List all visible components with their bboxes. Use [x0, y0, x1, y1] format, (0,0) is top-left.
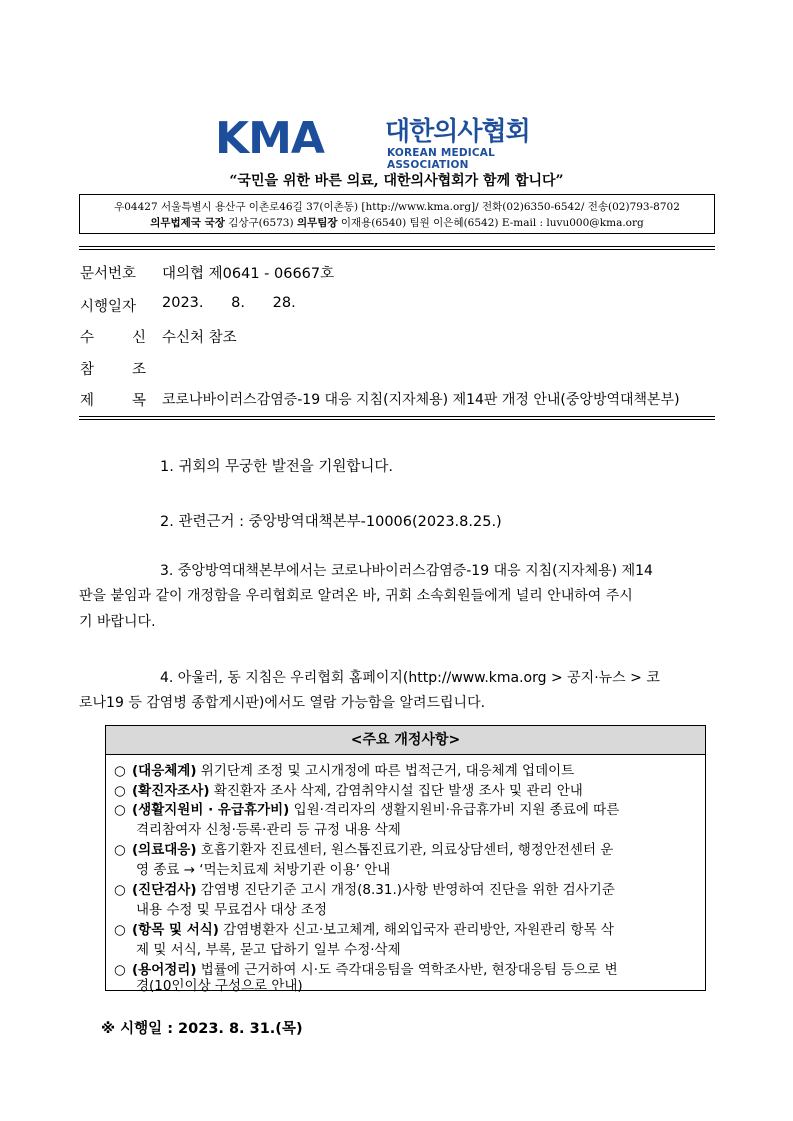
circle-bullet-icon: ○: [114, 962, 126, 978]
change-text: 법률에 근거하여 시·도 즉각대응팀을 역학조사반, 현장대응팀 등으로 변: [196, 962, 618, 978]
change-tag: (의료대응): [132, 842, 197, 858]
key-changes-title: <주요 개정사항>: [106, 726, 705, 755]
paragraph-2: 2. 관련근거 : 중앙방역대책본부-10006(2023.8.25.): [160, 514, 502, 530]
change-item: [114, 838, 613, 858]
contact-label-director: 의무법제국 국장: [150, 217, 225, 229]
meta-value: 코로나바이러스감염증-19 대응 지침(지자체용) 제14판 개정 안내(중앙방역대책본부): [162, 392, 680, 408]
paragraph-3-line-3: 기 바랍니다.: [79, 614, 156, 630]
divider: [79, 416, 715, 417]
paragraph-4-line-1: 4. 아울러, 동 지침은 우리협회 홈페이지(http://www.kma.org > 공지·뉴스 > 코: [160, 670, 660, 686]
change-item: [114, 759, 574, 779]
effective-date: ※ 시행일 : 2023. 8. 31.(목): [101, 1021, 303, 1037]
change-tag: (대응체계): [132, 763, 197, 779]
change-tag: (용어정리): [132, 962, 197, 978]
logo-english-name: KOREAN MEDICAL ASSOCIATION: [387, 147, 495, 171]
circle-bullet-icon: ○: [114, 763, 126, 779]
slogan: “국민을 위한 바른 의료, 대한의사협회가 함께 합니다”: [229, 173, 564, 189]
change-item-continuation: 제 및 서식, 부록, 묻고 답하기 일부 수정·삭제: [136, 942, 401, 958]
meta-value: 대의협 제0641 - 06667호: [162, 266, 335, 282]
contact-label-team-lead: 의무팀장: [296, 217, 338, 229]
meta-value: 2023. 8. 28.: [162, 295, 296, 311]
change-item-continuation: 내용 수정 및 무료검사 대상 조정: [136, 902, 327, 918]
kma-logo: [215, 113, 575, 171]
logo-letters: KMA: [215, 113, 324, 164]
change-tag: (진단검사): [132, 882, 197, 898]
circle-bullet-icon: ○: [114, 882, 126, 898]
change-tag: (항목 및 서식): [132, 922, 219, 938]
logo-korean-name: 대한의사협회: [385, 117, 530, 147]
change-item-continuation: 영 종료 → ‘먹는치료제 처방기관 이용’ 안내: [136, 862, 391, 878]
paragraph-4-line-2: 로나19 등 감염병 종합게시판)에서도 열람 가능함을 알려드립니다.: [79, 695, 486, 711]
paragraph-1: 1. 귀회의 무궁한 발전을 기원합니다.: [160, 459, 393, 475]
change-tag: (생활지원비 · 유급휴가비): [132, 802, 290, 818]
meta-value: 수신처 참조: [162, 330, 237, 346]
meta-label: 제 목: [80, 393, 146, 409]
key-changes-box: [105, 725, 706, 994]
circle-bullet-icon: ○: [114, 783, 126, 799]
meta-label: 수 신: [80, 330, 146, 346]
change-text: 호흡기환자 진료센터, 원스톱진료기관, 의료상담센터, 행정안전센터 운: [196, 842, 614, 858]
contact-box: [79, 194, 715, 234]
change-item: [114, 918, 614, 938]
contact-address-line: 우04427 서울특별시 용산구 이촌로46길 37(이촌동) [http://www.kma.org]/ 전화(02)6350-6542/ 전송(02)793-8702: [114, 201, 680, 213]
change-item: [114, 878, 615, 898]
change-item: [114, 779, 583, 799]
change-text: 확진환자 조사 삭제, 감염취약시설 집단 발생 조사 및 관리 안내: [209, 783, 583, 799]
circle-bullet-icon: ○: [114, 842, 126, 858]
change-item-continuation: 격리참여자 신청·등록·관리 등 규정 내용 삭제: [136, 822, 401, 838]
contact-staff-line: [80, 215, 714, 230]
meta-label: 참 조: [80, 362, 146, 378]
paragraph-3-line-1: 3. 중앙방역대책본부에서는 코로나바이러스감염증-19 대응 지침(지자체용) 제14: [160, 563, 653, 579]
change-text: 감염병 진단기준 고시 개정(8.31.)사항 반영하여 진단을 위한 검사기준: [196, 882, 615, 898]
change-text: 감염병환자 신고·보고체계, 해외입국자 관리방안, 자원관리 항목 삭: [218, 922, 614, 938]
divider: [79, 419, 715, 420]
change-item: [114, 798, 619, 818]
contact-team: 이재용(6540) 팀원 이은혜(6542) E-mail : luvu000@kma.org: [337, 217, 644, 229]
divider: [79, 249, 715, 250]
change-text: 입원·격리자의 생활지원비·유급휴가비 지원 종료에 따른: [289, 802, 620, 818]
meta-label: 문서번호: [80, 266, 137, 282]
divider: [79, 246, 715, 247]
contact-director: 김상구(6573): [224, 217, 297, 229]
circle-bullet-icon: ○: [114, 802, 126, 818]
change-text: 위기단계 조정 및 고시개정에 따른 법적근거, 대응체계 업데이트: [196, 763, 575, 779]
meta-label: 시행일자: [80, 299, 137, 315]
circle-bullet-icon: ○: [114, 922, 126, 938]
paragraph-3-line-2: 판을 붙임과 같이 개정함을 우리협회로 알려온 바, 귀회 소속회원들에게 널리 안내하여 주시: [79, 588, 633, 604]
change-item-continuation: 경(10인이상 구성으로 안내): [136, 978, 303, 994]
change-tag: (확진자조사): [132, 783, 210, 799]
